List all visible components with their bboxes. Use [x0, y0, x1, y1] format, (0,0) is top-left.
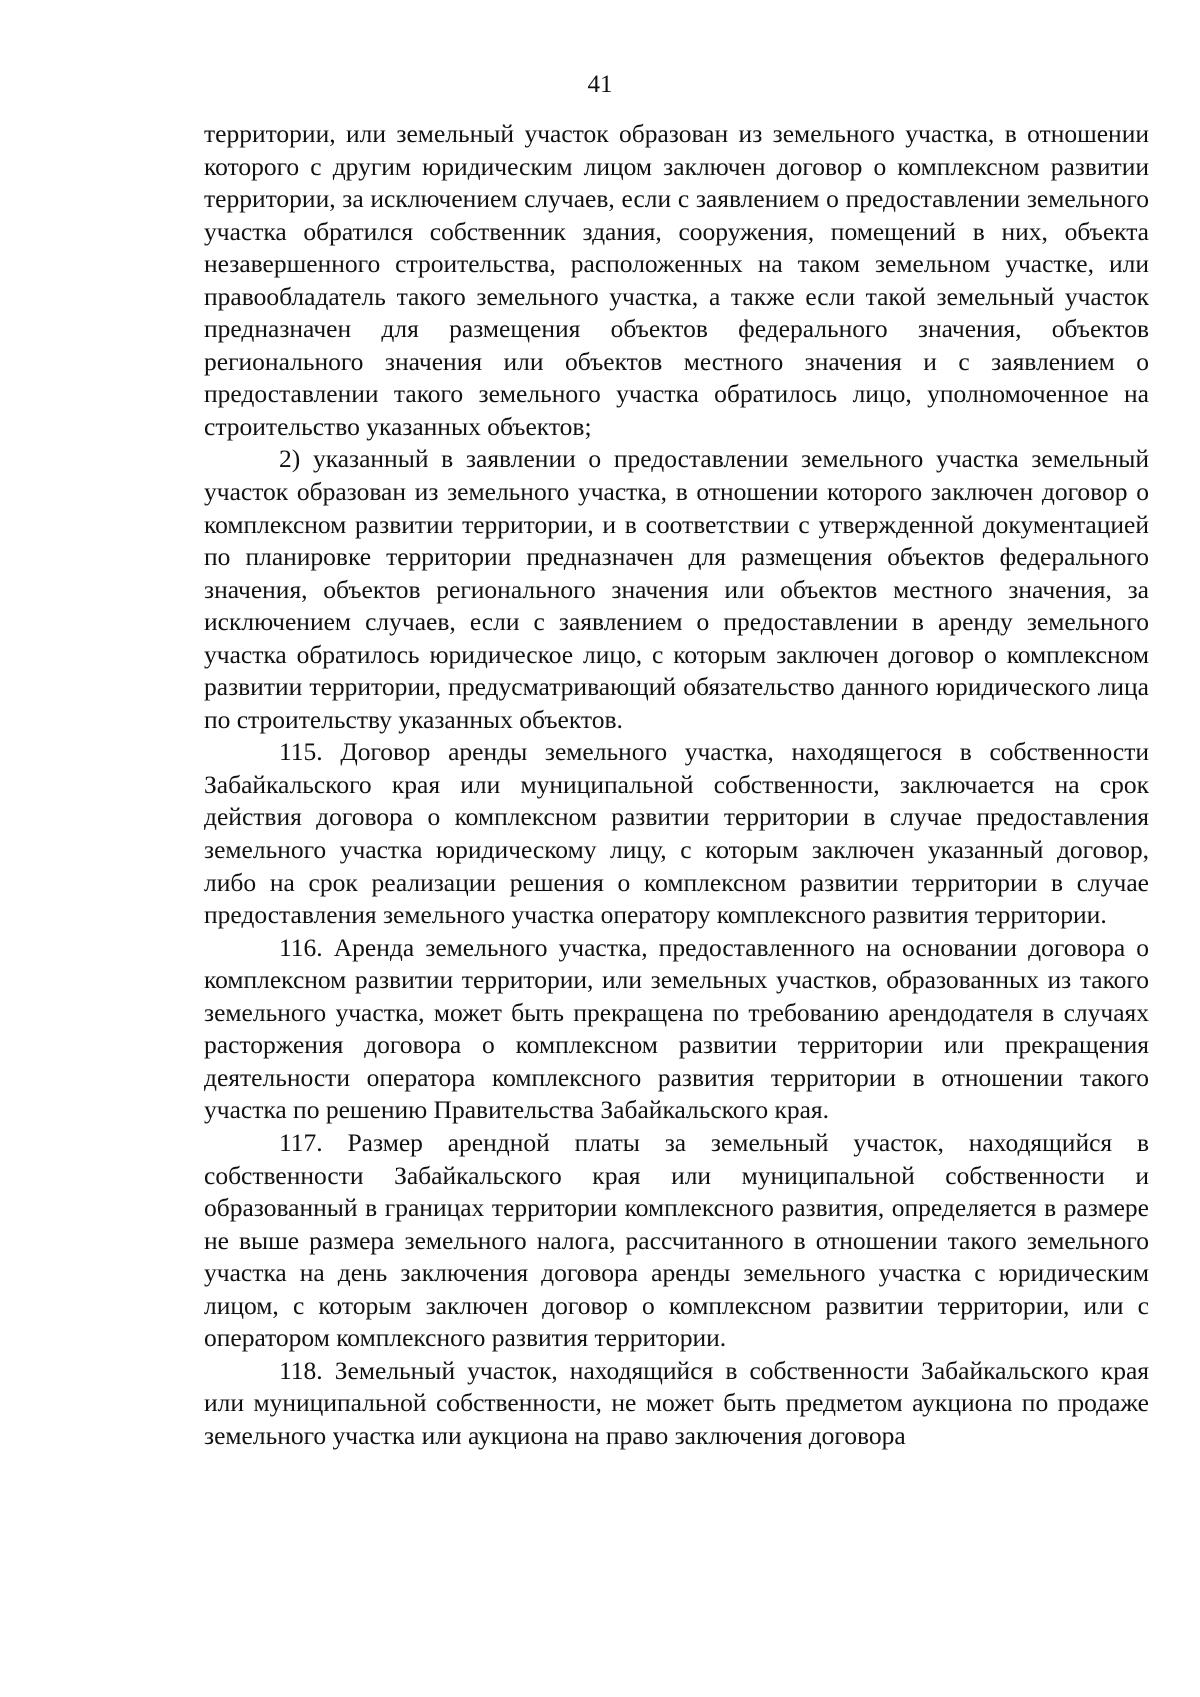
page-number: 41 [587, 71, 613, 98]
paragraph-117: 117. Размер арендной платы за земельный участок, находящийся в собственности Забайкальского края или муниципальной собственности и образованный в границах территории комплексного развития, определяется в размере не выше размера земельного налога, рассчитанного в отношении такого земельного участка на день заключения договора аренды земельного участка с юридическим лицом, с которым заключен договор о комплексном развитии территории, или с оператором комплексного развития территории. [204, 1127, 1149, 1353]
paragraph-115: 115. Договор аренды земельного участка, находящегося в собственности Забайкальского края или муниципальной собственности, заключается на срок действия договора о комплексном развитии территории в случае предоставления земельного участка юридическому лицу, с которым заключен указанный договор, либо на срок реализации решения о комплексном развитии территории в случае предоставления земельного участка оператору комплексного развития территории. [204, 737, 1149, 930]
paragraph-item-2: 2) указанный в заявлении о предоставлении земельного участка земельный участок образован из земельного участка, в отношении которого заключен договор о комплексном развитии территории, и в соответствии с утвержденной документацией по планировке территории предназначен для размещения объектов федерального значения, объектов регионального значения или объектов местного значения, за исключением случаев, если с заявлением о предоставлении в аренду земельного участка обратилось юридическое лицо, с которым заключен договор о комплексном развитии территории, предусматривающий обязательство данного юридического лица по строительству указанных объектов. [204, 444, 1149, 734]
document-body [204, 118, 1149, 1452]
paragraph-continuation: территории, или земельный участок образован из земельного участка, в отношении которого с другим юридическим лицом заключен договор о комплексном развитии территории, за исключением случаев, если с заявлением о предоставлении земельного участка обратился собственник здания, сооружения, помещений в них, объекта незавершенного строительства, расположенных на таком земельном участке, или правообладатель такого земельного участка, а также если такой земельный участок предназначен для размещения объектов федерального значения, объектов регионального значения или объектов местного значения и с заявлением о предоставлении такого земельного участка обратилось лицо, уполномоченное на строительство указанных объектов; [204, 119, 1149, 441]
paragraph-118: 118. Земельный участок, находящийся в собственности Забайкальского края или муниципальной собственности, не может быть предметом аукциона по продаже земельного участка или аукциона на право заключения договора [204, 1355, 1149, 1450]
paragraph-116: 116. Аренда земельного участка, предоставленного на основании договора о комплексном развитии территории, или земельных участков, образованных из такого земельного участка, может быть прекращена по требованию арендодателя в случаях расторжения договора о комплексном развитии территории или прекращения деятельности оператора комплексного развития территории в отношении такого участка по решению Правительства Забайкальского края. [204, 932, 1149, 1125]
